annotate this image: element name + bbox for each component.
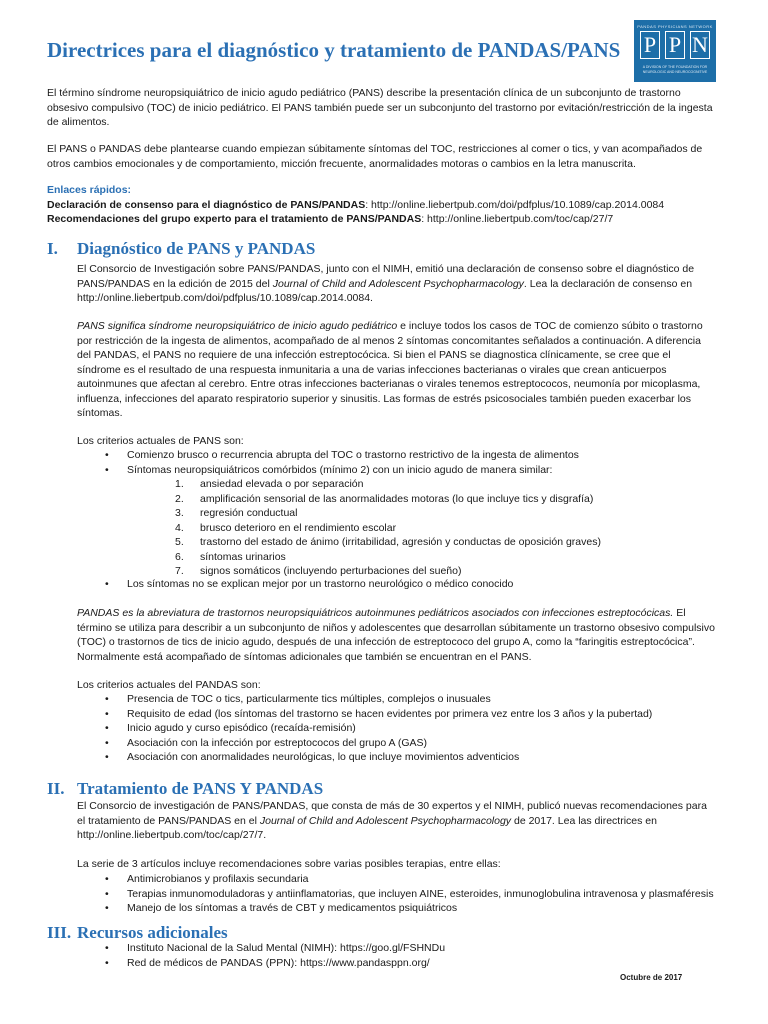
list-item: 2. amplificación sensorial de las anormalidades motoras (lo que incluye tics y disgrafía) <box>175 492 594 505</box>
pans-description: e incluye todos los casos de TOC de comienzo súbito o trastorno por restricción de la ingesta de alimentos, acompañado de al menos 2 síntomas concomitantes señalados a continuación. A diferencia del PANDAS, el PANS no requiere de una infección estreptocócica. Si bien el PANS se diagnostica clínicamente, se cree que el síndrome es el resultado de una respuesta inmunitaria a una de varias infecciones bacterianas o virales que crean anticuerpos autoinmunes que afectan al cerebro. Entre otras infecciones bacterianas o virales tenemos estreptococos, neumonía por micoplasma, influenza, infecciones del aparato respiratorio superior y sinusitis. Las formas de estrés psicosociales también pueden exacerbar los síntomas. <box>77 320 703 419</box>
section-3-heading <box>47 923 228 943</box>
intro-paragraph-1: El término síndrome neuropsiquiátrico de inicio agudo pediátrico (PANS) describe la presentación clínica de un subconjunto de trastorno obsesivo compulsivo (TOC) de inicio pediátrico. El PANS también puede ser un subconjunto del trastorno por evitación/restricción de la ingesta de alimentos. <box>47 87 713 128</box>
quick-link-1-url[interactable]: : http://online.liebertpub.com/doi/pdfplus/10.1089/cap.2014.0084 <box>365 199 665 211</box>
list-item: 7. signos somáticos (incluyendo perturbaciones del sueño) <box>175 565 462 577</box>
list-item: • Requisito de edad (los síntomas del trastorno se hacen evidentes por primera vez entre los 3 años y la pubertad) <box>105 707 653 720</box>
logo-letters <box>640 31 710 61</box>
section-2-paragraph-1 <box>77 799 717 843</box>
logo-sub-text: A DIVISION OF THE FOUNDATION FOR NEUROLOGIC AND NEUROCOGNITIVE <box>642 65 708 74</box>
section-2-p1-text-b: de 2017. Lea las directrices en http://online.liebertpub.com/toc/cap/27/7. <box>77 814 657 841</box>
list-item: • Los síntomas no se explican mejor por un trastorno neurológico o médico conocido <box>105 578 514 590</box>
section-2-p1-text-a: El Consorcio de investigación de PANS/PANDAS, que consta de más de 30 expertos y el NIMH, publicó nuevas recomendaciones para el tratamiento de PANS/PANDAS en el <box>77 800 707 827</box>
intro-paragraph-2: El PANS o PANDAS debe plantearse cuando empiezan súbitamente síntomas del TOC, restricciones al comer o tics, y van acompañados de otros cambios emocionales y de comportamiento, micción frecuente, anormalidades motoras o cambios en la letra manuscrita. <box>47 143 703 170</box>
list-item: • Manejo de los síntomas a través de CBT y medicamentos psiquiátricos <box>105 902 458 914</box>
section-3-number: III. <box>47 923 72 942</box>
therapies-list <box>105 872 714 916</box>
list-item: • Comienzo brusco o recurrencia abrupta del TOC o trastorno restrictivo de la ingesta de alimentos <box>105 449 579 461</box>
section-1-p1-text-b: . Lea la declaración de consenso en http://online.liebertpub.com/doi/pdfplus/10.1089/cap.2014.0084. <box>77 277 693 304</box>
section-3-title: Recursos adicionales <box>77 923 228 942</box>
section-1-paragraph-2 <box>77 319 717 421</box>
section-1-number: I. <box>47 239 58 258</box>
section-2-p1-journal: Journal of Child and Adolescent Psychopharmacology <box>259 814 512 827</box>
list-item: • Asociación con anormalidades neurológicas, lo que incluye movimientos adventicios <box>105 751 520 763</box>
list-item: • Terapias inmunomoduladoras y antiinflamatorias, que incluyen AINE, esteroides, inmunoglobulina intravenosa y plasmaféresis <box>105 887 714 900</box>
section-2-heading <box>47 779 323 799</box>
pans-criteria-list-end <box>105 577 513 592</box>
list-item: 6. síntomas urinarios <box>175 550 286 563</box>
quick-link-1-label: Declaración de consenso para el diagnóstico de PANS/PANDAS <box>47 199 366 211</box>
section-1-p1-text-a: El Consorcio de Investigación sobre PANS/PANDAS, junto con el NIMH, emitió una declaración de consenso sobre el diagnóstico de PANS/PANDAS en la edición de 2015 del <box>77 263 695 290</box>
pans-criteria-intro: Los criterios actuales de PANS son: <box>77 435 244 447</box>
list-item: 5. trastorno del estado de ánimo (irritabilidad, agresión y conductas de oposición graves) <box>175 536 601 548</box>
list-item: • Presencia de TOC o tics, particularmente tics múltiples, complejos o inusuales <box>105 693 491 705</box>
quick-links-title: Enlaces rápidos: <box>47 184 132 196</box>
logo-top-text: PANDAS PHYSICIANS NETWORK <box>637 24 713 29</box>
list-item: 3. regresión conductual <box>175 507 298 519</box>
list-item: • Asociación con la infección por estreptococos del grupo A (GAS) <box>105 736 427 749</box>
page-title: Directrices para el diagnóstico y tratamiento de PANDAS/PANS <box>47 38 621 62</box>
logo-letter-p2: P <box>665 31 685 59</box>
pandas-paragraph <box>77 606 717 664</box>
resources-list <box>105 941 445 970</box>
section-1-p1-journal: Journal of Child and Adolescent Psychopharmacology <box>272 277 524 290</box>
list-item: • Síntomas neuropsiquiátricos comórbidos (mínimo 2) con un inicio agudo de manera similar: <box>105 463 553 476</box>
quick-link-2-url[interactable]: : http://online.liebertpub.com/toc/cap/27/7 <box>421 213 614 225</box>
list-item: 1. ansiedad elevada o por separación <box>175 478 364 490</box>
list-item: • Inicio agudo y curso episódico (recaída-remisión) <box>105 722 356 734</box>
list-item[interactable]: • Instituto Nacional de la Salud Mental (NIMH): https://goo.gl/FSHNDu <box>105 942 446 954</box>
document-date: Octubre de 2017 <box>620 973 683 982</box>
list-item: • Antimicrobianos y profilaxis secundaria <box>105 873 309 885</box>
list-item[interactable]: • Red de médicos de PANDAS (PPN): https://www.pandasppn.org/ <box>105 956 430 969</box>
pans-criteria-list <box>105 448 579 477</box>
pandas-criteria-intro: Los criterios actuales del PANDAS son: <box>77 679 261 691</box>
logo-letter-p1: P <box>640 31 660 59</box>
section-1-title: Diagnóstico de PANS y PANDAS <box>77 239 316 258</box>
ppn-logo <box>634 20 716 82</box>
pandas-definition: PANDAS es la abreviatura de trastornos neuropsiquiátricos autoinmunes pediátricos asociados con infecciones estreptocócicas. <box>77 607 674 619</box>
section-1-paragraph-1 <box>77 262 717 306</box>
quick-link-2-label: Recomendaciones del grupo experto para el tratamiento de PANS/PANDAS <box>47 213 422 225</box>
list-item: 4. brusco deterioro en el rendimiento escolar <box>175 521 397 534</box>
section-1-heading <box>47 239 315 259</box>
quick-link-2[interactable] <box>47 212 613 226</box>
section-2-paragraph-2: La serie de 3 artículos incluye recomendaciones sobre varias posibles terapias, entre ellas: <box>77 858 501 870</box>
pans-definition: PANS significa síndrome neuropsiquiátrico de inicio agudo pediátrico <box>77 320 398 332</box>
pans-symptoms-list <box>175 477 601 579</box>
section-2-number: II. <box>47 779 65 798</box>
logo-letter-n: N <box>690 31 710 59</box>
pandas-description: El término se utiliza para describir a un subconjunto de niños y adolescentes que desarrollan súbitamente un trastorno obsesivo compulsivo (TOC) o trastornos de tics de inicio agudo, después de una infección de estreptococo del grupo A, como la “faringitis estreptocócica”. Normalmente está acompañado de síntomas adicionales que también se encuentran en el PANS. <box>77 607 715 663</box>
quick-link-1[interactable] <box>47 198 664 212</box>
pandas-criteria-list <box>105 692 652 765</box>
section-2-title: Tratamiento de PANS Y PANDAS <box>77 779 324 798</box>
